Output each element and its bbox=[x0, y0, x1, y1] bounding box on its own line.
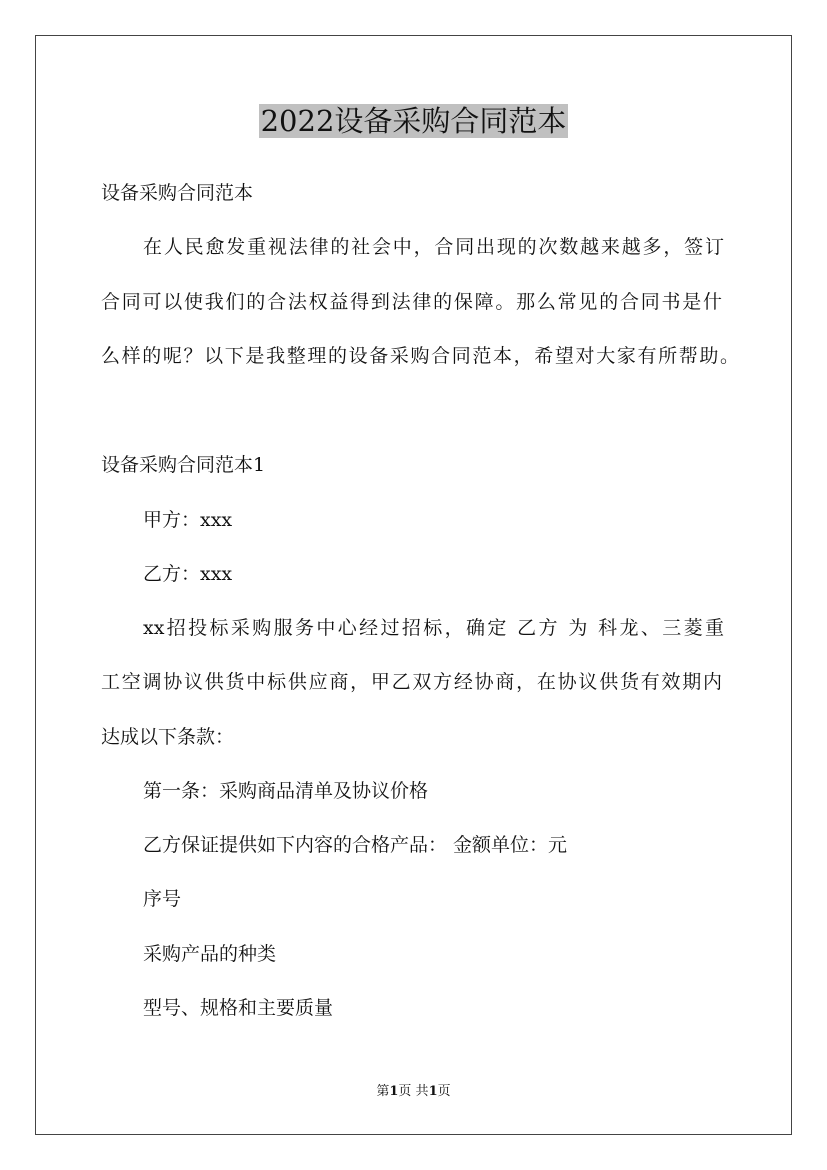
document-title-text: 2022设备采购合同范本 bbox=[260, 104, 567, 138]
page-footer bbox=[0, 1083, 827, 1101]
section-heading: 设备采购合同范本 bbox=[101, 182, 254, 204]
footer-prefix: 第 bbox=[376, 1084, 390, 1099]
party-b-line: 乙方：xxx bbox=[143, 563, 233, 585]
section-heading: 设备采购合同范本1 bbox=[101, 454, 266, 476]
footer-total-pages: 1 bbox=[428, 1084, 438, 1099]
table-field-label: 采购产品的种类 bbox=[143, 943, 277, 965]
paragraph-line: 么样的呢？以下是我整理的设备采购合同范本，希望对大家有所帮助。 bbox=[101, 345, 739, 367]
footer-suffix: 页 bbox=[437, 1084, 451, 1099]
footer-current-page: 1 bbox=[389, 1084, 399, 1099]
clause-heading: 第一条：采购商品清单及协议价格 bbox=[143, 780, 429, 802]
table-field-label: 序号 bbox=[143, 888, 182, 910]
document-title bbox=[0, 101, 827, 141]
paragraph-line: 合同可以使我们的合法权益得到法律的保障。那么常见的合同书是什 bbox=[101, 291, 722, 313]
paragraph-line: 乙方保证提供如下内容的合格产品： 金额单位：元 bbox=[143, 834, 568, 856]
paragraph-line: 在人民愈发重视法律的社会中，合同出现的次数越来越多，签订 bbox=[143, 236, 724, 258]
party-a-line: 甲方：xxx bbox=[143, 509, 233, 531]
table-field-label: 型号、规格和主要质量 bbox=[143, 997, 334, 1019]
paragraph-line: xx招投标采购服务中心经过招标，确定 乙方 为 科龙、三菱重 bbox=[143, 617, 724, 639]
paragraph-line: 达成以下条款： bbox=[101, 726, 235, 748]
paragraph-line: 工空调协议供货中标供应商，甲乙双方经协商，在协议供货有效期内 bbox=[101, 671, 722, 693]
footer-mid: 页 共 bbox=[398, 1084, 429, 1099]
